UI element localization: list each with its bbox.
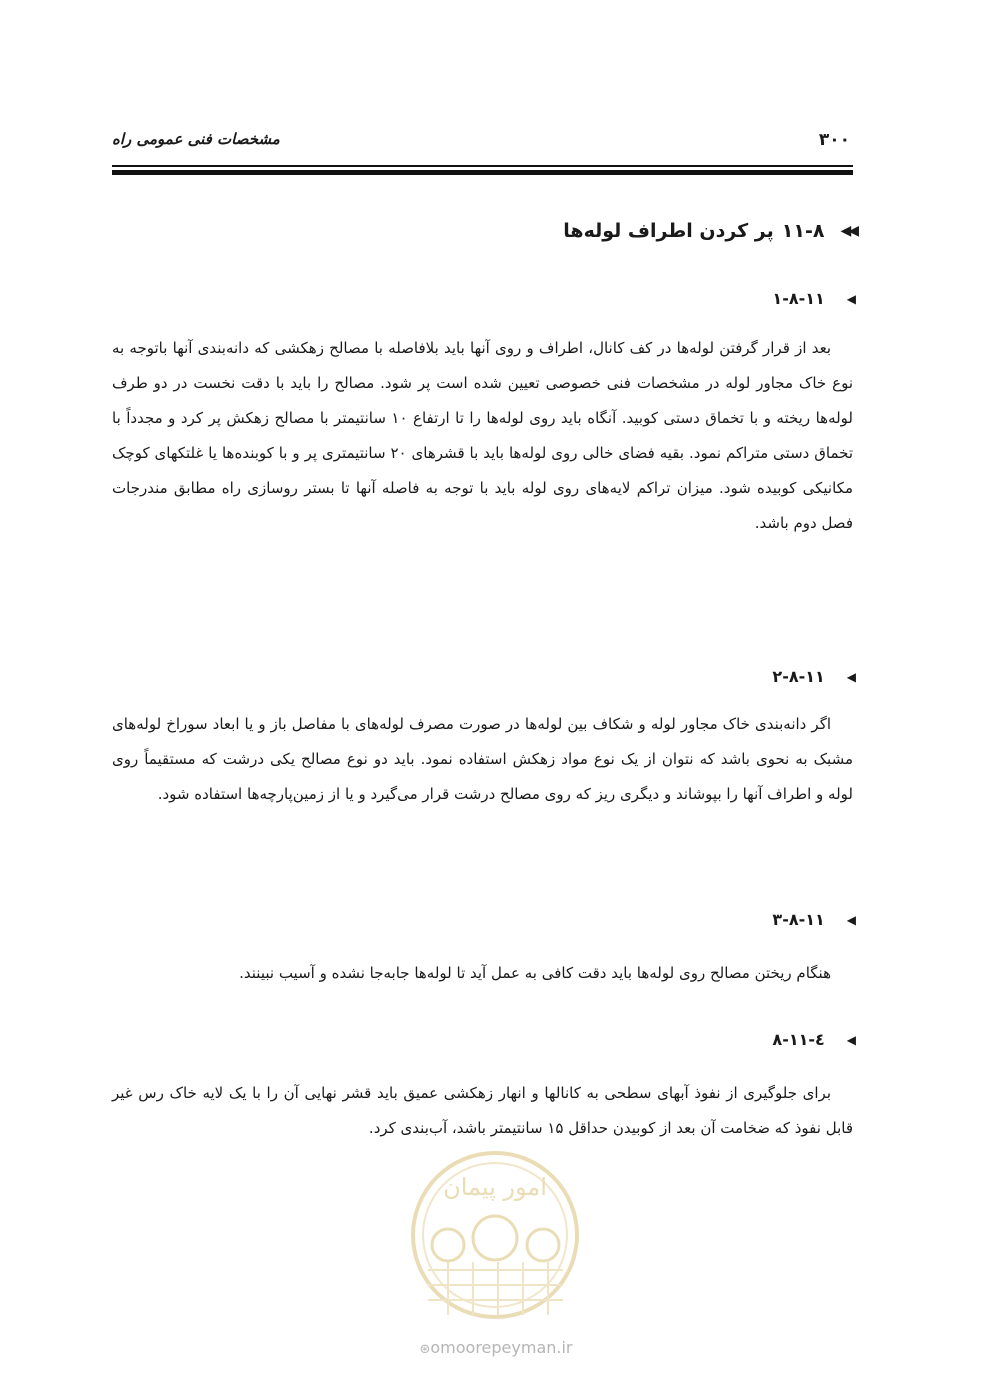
subsection-heading-4 xyxy=(772,1030,856,1049)
paragraph-3: هنگام ریختن مصالح روی لوله‌ها باید دقت کافی به عمل آید تا لوله‌ها جابه‌جا نشده و آسیب نبینند. xyxy=(239,964,831,982)
subsection-heading-1 xyxy=(772,289,856,308)
paragraph-2: اگر دانه‌بندی خاک مجاور لوله و شکاف بین لوله‌ها در صورت مصرف لوله‌های با مفاصل باز و یا ابعاد سوراخ لوله‌های مشبک به نحوی باشد که نتوان از یک نوع مواد زهکش استفاده نمود. باید دو نوع مصالح یکی درشت که مستقیماً روی لوله و اطراف آنها را بپوشاند و دیگری ریز که روی مصالح درشت قرار می‌گیرد و یا از زمین‌پارچه‌ها استفاده شود. xyxy=(112,715,853,803)
subsection-number: ۱-۸-۱۱ xyxy=(772,289,825,308)
section-heading xyxy=(563,220,856,242)
paragraph-1: بعد از قرار گرفتن لوله‌ها در کف کانال، اطراف و روی آنها باید بلافاصله با مصالح زهکشی که دانه‌بندی آنها باتوجه به نوع خاک مجاور لوله در مشخصات فنی خصوصی تعیین شده است پر شود. مصالح را باید با دقت نخست در دو طرف لوله‌ها ریخته و با تخماق دستی کوبید. آنگاه باید روی لوله‌ها را تا ارتفاع ۱۰ سانتیمتر با مصالح زهکش پر کرد و مجدداً با تخماق دستی متراکم نمود. بقیه فضای خالی روی لوله‌ها باید با قشرهای ۲۰ سانتیمتری پر و با کوبنده‌ها یا غلتکهای کوچک مکانیکی کوبیده شود. میزان تراکم لایه‌های روی لوله باید با توجه به فاصله آنها تا بستر روسازی راه مطابق مندرجات فصل دوم باشد. xyxy=(112,339,853,532)
watermark-seal-icon xyxy=(388,1150,603,1320)
watermark-seal-text: امور پیمان xyxy=(443,1173,547,1201)
header-rule-thick xyxy=(112,170,853,175)
watermark-url: ⊛omoorepeyman.ir xyxy=(419,1338,573,1357)
section-number: ۱۱-۸ xyxy=(781,220,825,242)
double-arrow-icon: ◀◀ xyxy=(840,223,856,239)
subsection-number: ٤-۸-۱۱ xyxy=(772,1030,825,1049)
arrow-icon: ◀ xyxy=(846,291,856,306)
arrow-icon: ◀ xyxy=(846,669,856,684)
header-rule-thin xyxy=(112,165,853,167)
subsection-heading-3 xyxy=(772,910,856,929)
section-title: پر کردن اطراف لوله‌ها xyxy=(563,220,774,242)
running-header-title: مشخصات فنی عمومی راه xyxy=(112,130,280,148)
page-number: ۳۰۰ xyxy=(818,130,850,150)
paragraph-4: برای جلوگیری از نفوذ آبهای سطحی به کانالها و انهار زهکشی عمیق باید قشر نهایی آن را با یک لایه خاک رس غیر قابل نفوذ که ضخامت آن بعد از کوبیدن حداقل ۱۵ سانتیمتر باشد، آب‌بندی کرد. xyxy=(112,1084,853,1137)
subsection-number: ۳-۸-۱۱ xyxy=(772,910,825,929)
watermark-logo-icon: ⊛ xyxy=(419,1342,431,1357)
subsection-number: ۲-۸-۱۱ xyxy=(772,667,825,686)
arrow-icon: ◀ xyxy=(846,912,856,927)
subsection-heading-2 xyxy=(772,667,856,686)
arrow-icon: ◀ xyxy=(846,1032,856,1047)
